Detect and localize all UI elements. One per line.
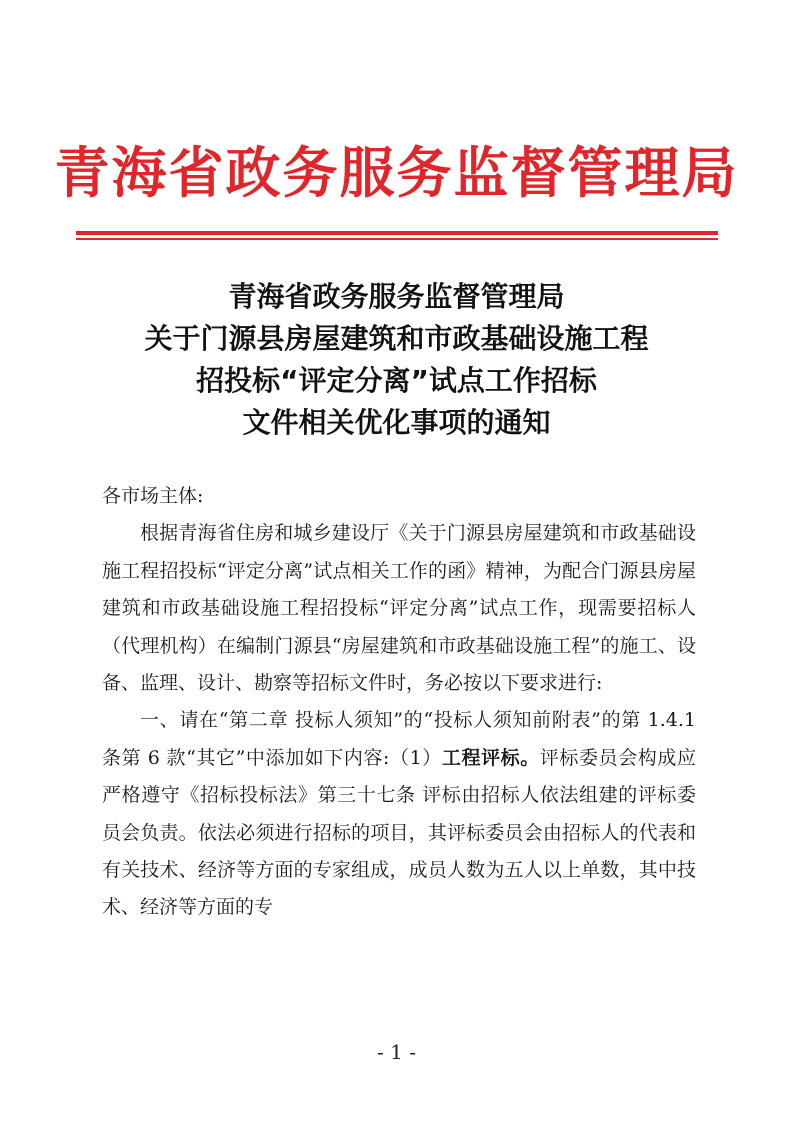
- salutation: 各市场主体:: [102, 485, 204, 507]
- title-line-1: 青海省政务服务监督管理局: [228, 280, 565, 313]
- title-line-3: 招投标“评定分离”试点工作招标: [196, 364, 597, 397]
- title-line-4: 文件相关优化事项的通知: [242, 406, 551, 439]
- title-line-2: 关于门源县房屋建筑和市政基础设施工程: [144, 322, 649, 355]
- paragraph-1: 根据青海省住房和城乡建设厅《关于门源县房屋建筑和市政基础设施工程招投标“评定分离”试点相关工作的函》精神，为配合门源县房屋建筑和市政基础设施工程招投标“评定分离”试点工作，现需要招标人（代理机构）在编制门源县“房屋建筑和市政基础设施工程”的施工、设备、监理、设计、勘察等招标文件时，务必按以下要求进行:: [102, 522, 696, 695]
- letterhead-org-name: 青海省政务服务监督管理局: [54, 140, 739, 205]
- letterhead-red-rule-thin: [76, 238, 718, 240]
- paragraph-2-rest: 评标委员会构成应严格遵守《招标投标法》第三十七条 评标由招标人依法组建的评标委员会负责。依法必须进行招标的项目，其评标委员会由招标人的代表和有关技术、经济等方面的专家组成，成员人数为五人以上单数，其中技术、经济等方面的专: [102, 746, 696, 919]
- paragraph-2-bold-heading: 工程评标。: [441, 746, 540, 769]
- paragraph-2: [102, 702, 696, 926]
- paragraph-2-intro: 一、请在“第二章 投标人须知”的“投标人须知前附表”的第 1.4.1 条第 6 款“其它”中添加如下内容:（1）: [102, 709, 696, 769]
- document-body: [102, 478, 696, 927]
- page-number: - 1 -: [377, 1040, 416, 1064]
- document-title: [0, 276, 793, 444]
- letterhead-red-rule-thick: [76, 231, 718, 235]
